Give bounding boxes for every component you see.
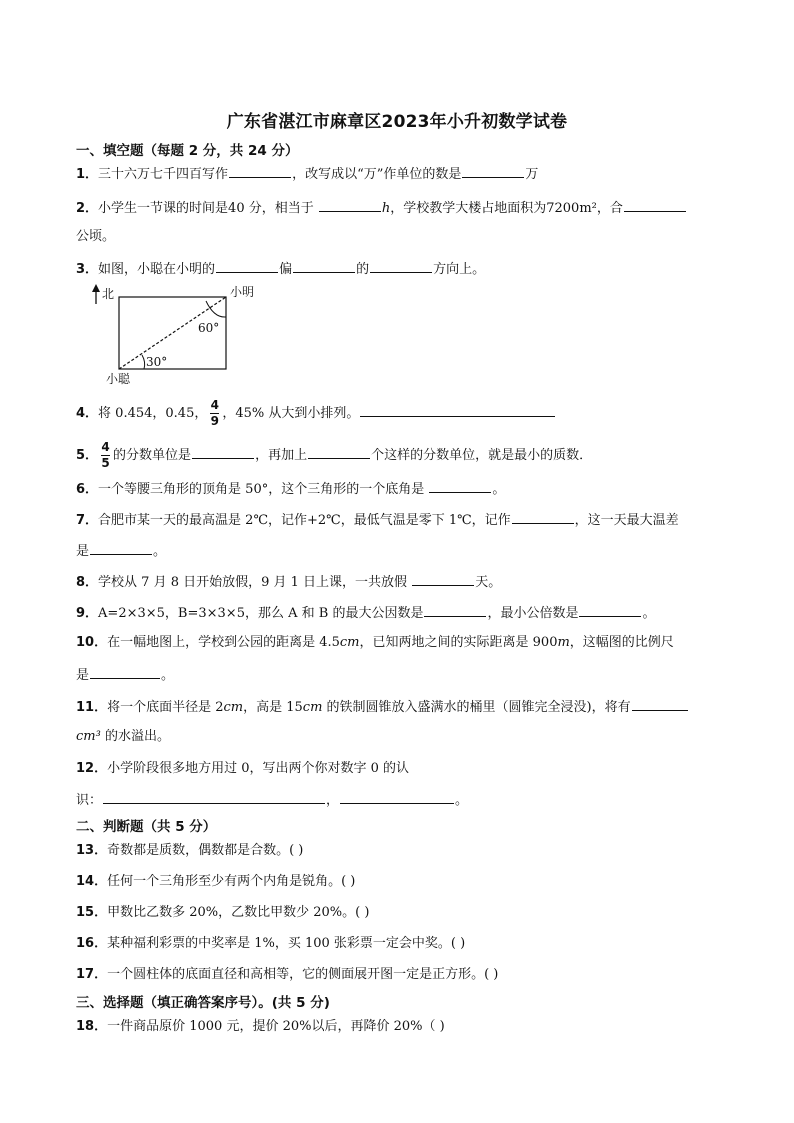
question-number: 4．: [76, 406, 99, 421]
answer-blank[interactable]: [216, 259, 278, 273]
angle-label-60: 60°: [198, 321, 220, 335]
question-text: 识：: [76, 793, 103, 808]
question-2: [76, 198, 687, 218]
question-text: ，这幅图的比例尺: [569, 635, 674, 650]
answer-blank[interactable]: [90, 665, 160, 679]
question-12-continued: [76, 790, 468, 810]
question-text: 是: [76, 668, 90, 683]
fraction-denominator: 9: [210, 414, 220, 428]
question-number: 3．: [76, 262, 99, 277]
question-number: 9．: [76, 606, 99, 621]
question-text: 的水溢出。: [100, 729, 170, 744]
question-text: ，改写成以“万”作单位的数是: [292, 167, 462, 182]
question-text: 的分数单位是: [113, 448, 192, 463]
answer-blank[interactable]: [429, 479, 491, 493]
answer-blank[interactable]: [319, 198, 381, 212]
question-number: 15．: [76, 905, 108, 920]
question-text: 某种福利彩票的中奖率是 1%，买 100 张彩票一定会中奖。( ): [107, 936, 466, 951]
question-number: 14．: [76, 874, 108, 889]
question-text: 是: [76, 544, 90, 559]
answer-blank[interactable]: [229, 164, 291, 178]
question-number: 12．: [76, 761, 108, 776]
question-number: 5．: [76, 448, 99, 463]
question-11-continued: [76, 728, 170, 746]
question-text: A=2×3×5，B=3×3×5，那么 A 和 B 的最大公因数是: [98, 606, 424, 621]
question-text: 奇数都是质数，偶数都是合数。( ): [107, 843, 304, 858]
question-text: 偏: [279, 262, 293, 277]
question-17: [76, 966, 498, 984]
question-text: 小学生一节课的时间是40 分，相当于: [98, 201, 318, 216]
question-text: ，高是 15: [243, 700, 303, 715]
question-number: 13．: [76, 843, 108, 858]
question-text: 甲数比乙数多 20%，乙数比甲数少 20%。( ): [107, 905, 370, 920]
question-number: 11．: [76, 700, 108, 715]
answer-blank[interactable]: [412, 572, 474, 586]
question-number: 18．: [76, 1019, 108, 1034]
answer-blank[interactable]: [293, 259, 355, 273]
question-7: [76, 510, 679, 530]
question-10-continued: [76, 665, 174, 685]
question-9: [76, 603, 655, 623]
xiaocong-label: 小聪: [106, 372, 131, 386]
question-text: 如图，小聪在小明的: [98, 262, 216, 277]
question-text: 一件商品原价 1000 元，提价 20%以后，再降价 20%（ ): [107, 1019, 445, 1034]
question-text: 个这样的分数单位，就是最小的质数．: [371, 448, 593, 463]
question-number: 2．: [76, 201, 99, 216]
question-text: ，最小公倍数是: [487, 606, 579, 621]
question-text: 三十六万七千四百写作: [98, 167, 229, 182]
question-3: [76, 259, 485, 279]
question-text: ，已知两地之间的实际距离是 900: [359, 635, 558, 650]
answer-blank[interactable]: [103, 790, 325, 804]
answer-blank[interactable]: [512, 510, 574, 524]
question-11: [76, 697, 689, 717]
question-text: 天。: [475, 575, 502, 590]
question-text: ，再加上: [255, 448, 308, 463]
question-number: 7．: [76, 513, 99, 528]
fraction-numerator: 4: [101, 440, 110, 454]
question-number: 17．: [76, 967, 108, 982]
question-6: [76, 479, 505, 499]
fraction: [210, 399, 219, 428]
position-diagram: [88, 282, 278, 390]
fraction-numerator: 4: [210, 398, 220, 412]
question-text: 的铁制圆锥放入盛满水的桶里（圆锥完全浸没)，将有: [322, 700, 631, 715]
answer-blank[interactable]: [340, 790, 454, 804]
answer-blank[interactable]: [360, 403, 555, 417]
answer-blank[interactable]: [308, 445, 370, 459]
question-text: 一个等腰三角形的顶角是 50°，这个三角形的一个底角是: [98, 482, 429, 497]
question-4: [76, 399, 556, 428]
question-text: 小学阶段很多地方用过 0，写出两个你对数字 0 的认: [107, 761, 410, 776]
question-text: 将一个底面半径是 2: [107, 700, 224, 715]
question-text: 。: [492, 482, 506, 497]
question-text: 一个圆柱体的底面直径和高相等，它的侧面展开图一定是正方形。( ): [107, 967, 499, 982]
question-number: 10．: [76, 635, 108, 650]
north-label: 北: [102, 287, 115, 301]
section-fill-in: 一、填空题（每题 2 分，共 24 分）: [76, 143, 299, 159]
question-18: [76, 1018, 445, 1036]
question-5: [76, 441, 592, 470]
unit-label: cm³: [76, 729, 101, 744]
answer-blank[interactable]: [370, 259, 432, 273]
question-text: 方向上。: [433, 262, 486, 277]
question-2-continued: [76, 228, 115, 246]
page-title: 广东省湛江市麻章区2023年小升初数学试卷: [226, 112, 568, 132]
answer-blank[interactable]: [424, 603, 486, 617]
north-arrow: [92, 284, 100, 304]
question-text: ，学校教学大楼占地面积为7200m²，合: [390, 201, 623, 216]
fraction-denominator: 5: [101, 456, 110, 470]
question-15: [76, 904, 369, 922]
question-text: ，45% 从大到小排列。: [222, 406, 360, 421]
fraction: [101, 441, 110, 470]
angle-label-30: 30°: [146, 355, 168, 369]
question-number: 16．: [76, 936, 108, 951]
answer-blank[interactable]: [632, 697, 688, 711]
question-text: 任何一个三角形至少有两个内角是锐角。( ): [107, 874, 356, 889]
question-text: 。: [642, 606, 656, 621]
question-16: [76, 935, 465, 953]
question-text: 将 0.454，0.45，: [98, 406, 208, 421]
question-12: [76, 760, 409, 778]
question-text: 的: [356, 262, 370, 277]
angle-arc-30: [142, 355, 145, 369]
question-text: 。: [153, 544, 167, 559]
answer-blank[interactable]: [462, 164, 524, 178]
answer-blank[interactable]: [624, 198, 686, 212]
question-number: 1．: [76, 167, 99, 182]
question-8: [76, 572, 501, 592]
unit-label: h: [381, 201, 391, 216]
question-text: ，这一天最大温差: [574, 513, 679, 528]
question-number: 6．: [76, 482, 99, 497]
question-10: [76, 634, 674, 652]
section-true-false: 二、判断题（共 5 分）: [76, 819, 217, 835]
xiaoming-label: 小明: [230, 285, 255, 299]
answer-blank[interactable]: [90, 541, 152, 555]
unit-label: cm: [223, 700, 244, 715]
section-multiple-choice: 三、选择题（填正确答案序号）。(共 5 分): [76, 995, 330, 1011]
unit-label: cm: [339, 635, 360, 650]
unit-label: cm: [302, 700, 323, 715]
question-text: 合肥市某一天的最高温是 2℃，记作+2℃，最低气温是零下 1℃，记作: [98, 513, 511, 528]
question-13: [76, 842, 303, 860]
question-text: 在一幅地图上，学校到公园的距离是 4.5: [107, 635, 340, 650]
question-text: 万: [525, 167, 539, 182]
question-14: [76, 873, 355, 891]
answer-blank[interactable]: [192, 445, 254, 459]
unit-label: m: [557, 635, 570, 650]
question-number: 8．: [76, 575, 99, 590]
question-1: [76, 164, 538, 184]
question-text: 公顷。: [76, 229, 116, 244]
answer-blank[interactable]: [579, 603, 641, 617]
question-text: 。: [455, 793, 469, 808]
question-text: 。: [161, 668, 175, 683]
question-text: ，: [326, 793, 340, 808]
question-7-continued: [76, 541, 166, 561]
question-text: 学校从 7 月 8 日开始放假，9 月 1 日上课，一共放假: [98, 575, 412, 590]
